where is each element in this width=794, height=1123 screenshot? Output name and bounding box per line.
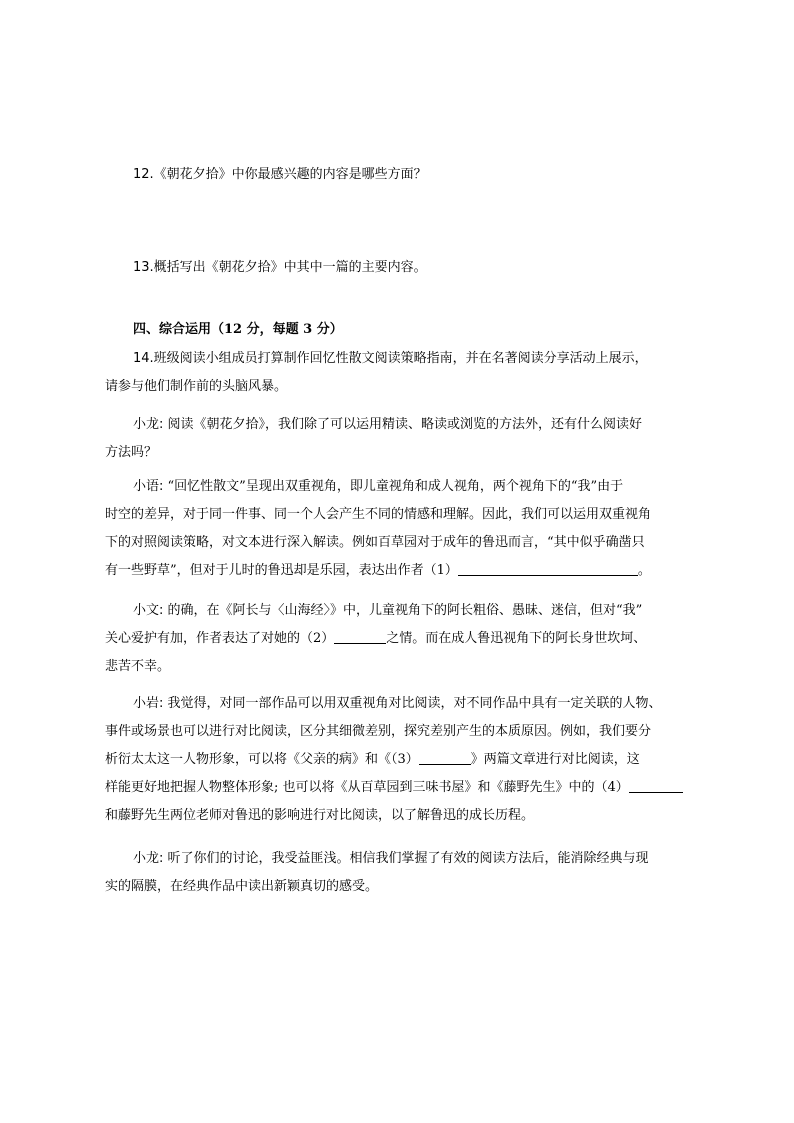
dialogue-line: 时空的差异，对于同一件事、同一个人会产生不同的情感和理解。因此，我们可以运用双重视角 [105, 507, 652, 522]
dialogue-xiaolong-1 [105, 411, 690, 467]
dialogue-line [105, 625, 690, 653]
dialogue-text: 阅读《朝花夕拾》，我们除了可以运用精读、略读或浏览的方法外，还有什么阅读好 [163, 417, 643, 432]
dialogue-line: 悲苦不幸。 [105, 659, 171, 674]
question-14-line: 请参与他们制作前的头脑风暴。 [105, 379, 288, 394]
answer-blank-4[interactable] [629, 778, 683, 793]
dialogue-text: 之情。而在成人鲁迅视角下的阿长身世坎坷、 [386, 631, 647, 646]
dialogue-line [105, 411, 690, 439]
speaker-name: 小文: [133, 603, 164, 618]
dialogue-xiaoyu [105, 473, 690, 585]
question-13: 13.概括写出《朝花夕拾》中其中一篇的主要内容。 [133, 260, 427, 275]
dialogue-text: “回忆性散文”呈现出双重视角，即儿童视角和成人视角，两个视角下的“我”由于 [163, 479, 624, 494]
dialogue-xiaoyan [105, 690, 690, 830]
dialogue-line [105, 774, 690, 802]
question-12: 12.《朝花夕拾》中你最感兴趣的内容是哪些方面？ [133, 167, 427, 182]
dialogue-text: 析衍太太这一人物形象，可以将《父亲的病》和《（3） [105, 752, 419, 767]
dialogue-line [105, 597, 690, 625]
dialogue-text: 有一些野草”，但对于儿时的鲁迅却是乐园，表达出作者（1） [105, 563, 458, 578]
dialogue-text: 。 [637, 563, 651, 578]
dialogue-text: 样能更好地把握人物整体形象; 也可以将《从百草园到三味书屋》和《藤野先生》中的（4） [105, 780, 629, 795]
dialogue-line [105, 690, 690, 718]
dialogue-text: 关心爱护有加，作者表达了对她的（2） [105, 631, 335, 646]
section-heading: 四、综合运用（12 分，每题 3 分） [133, 322, 343, 337]
dialogue-line: 事件或场景也可以进行对比阅读，区分其细微差别，探究差别产生的本质原因。例如，我们要分 [105, 724, 652, 739]
speaker-name: 小岩: [133, 696, 164, 711]
question-14 [105, 345, 690, 401]
dialogue-text: 听了你们的讨论，我受益匪浅。相信我们掌握了有效的阅读方法后，能消除经典与现 [163, 851, 649, 866]
dialogue-line: 方法吗？ [105, 445, 158, 460]
dialogue-line [105, 746, 690, 774]
speaker-name: 小龙: [133, 417, 164, 432]
dialogue-line [105, 845, 690, 873]
dialogue-text: 的确，在《阿长与〈山海经〉》中，儿童视角下的阿长粗俗、愚昧、迷信，但对“我” [163, 603, 643, 618]
answer-blank-3[interactable] [419, 750, 471, 765]
dialogue-xiaowen [105, 597, 690, 681]
question-14-line: 14.班级阅读小组成员打算制作回忆性散文阅读策略指南，并在名著阅读分享活动上展示， [133, 351, 648, 366]
dialogue-text: 》两篇文章进行对比阅读，这 [470, 752, 640, 767]
speaker-name: 小语: [133, 479, 164, 494]
answer-blank-2[interactable] [334, 629, 386, 644]
dialogue-line: 下的对照阅读策略，对文本进行深入解读。例如百草园对于成年的鲁迅而言，“其中似乎确凿只 [105, 535, 645, 550]
dialogue-line [105, 473, 690, 501]
dialogue-line: 实的隔膜，在经典作品中读出新颖真切的感受。 [105, 879, 379, 894]
dialogue-line [105, 557, 690, 585]
dialogue-text: 我觉得，对同一部作品可以用双重视角对比阅读，对不同作品中具有一定关联的人物、 [163, 696, 662, 711]
answer-blank-1[interactable] [458, 561, 638, 576]
dialogue-xiaolong-2 [105, 845, 690, 901]
dialogue-line: 和藤野先生两位老师对鲁迅的影响进行对比阅读，以了解鲁迅的成长历程。 [105, 808, 535, 823]
speaker-name: 小龙: [133, 851, 164, 866]
